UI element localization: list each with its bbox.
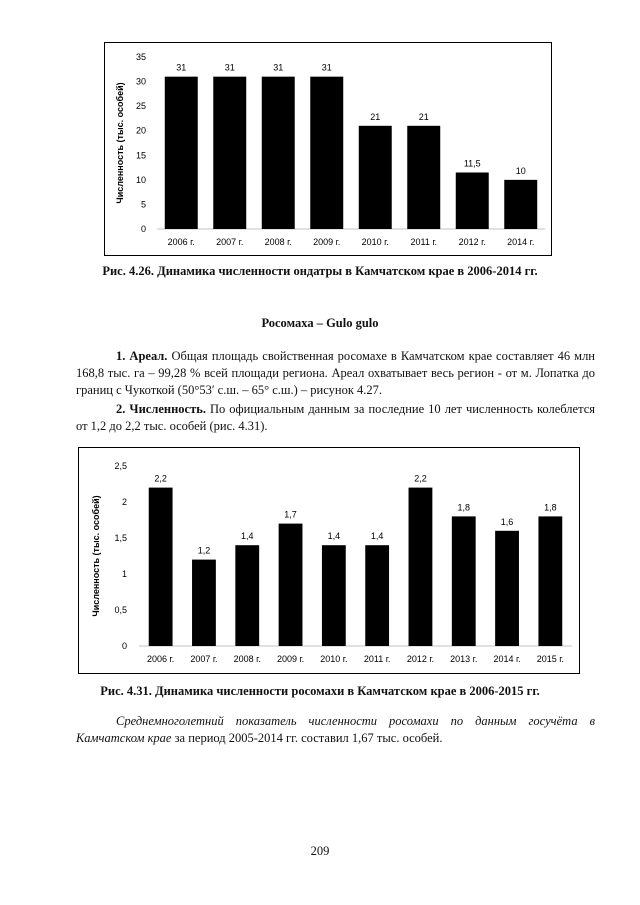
data-label: 1,8 xyxy=(457,502,471,513)
range-lead: 1. Ареал. xyxy=(116,349,168,363)
data-label: 21 xyxy=(418,111,429,122)
x-tick-label: 2008 г. xyxy=(264,237,292,247)
y-tick-label: 20 xyxy=(135,125,146,136)
data-label: 31 xyxy=(176,62,187,73)
bar xyxy=(322,545,346,646)
x-tick-label: 2010 г. xyxy=(320,654,348,664)
bar xyxy=(495,531,519,646)
average-italic: Среднемноголетний показатель численности росомахи по данным госучёта в Камчатском крае xyxy=(76,714,595,745)
muskrat-chart xyxy=(104,42,552,256)
bar xyxy=(504,180,537,229)
population-lead: 2. Численность. xyxy=(116,402,206,416)
bar xyxy=(279,524,303,646)
data-label: 31 xyxy=(273,62,284,73)
data-label: 10 xyxy=(515,165,526,176)
y-tick-label: 25 xyxy=(135,101,146,112)
x-tick-label: 2015 г. xyxy=(536,654,564,664)
x-tick-label: 2012 г. xyxy=(406,654,435,664)
section-heading: Росомаха – Gulo gulo xyxy=(261,316,379,330)
data-label: 1,2 xyxy=(197,545,211,556)
x-tick-label: 2010 г. xyxy=(361,237,389,247)
x-tick-label: 2007 г. xyxy=(190,654,218,664)
bar xyxy=(192,560,216,646)
data-label: 1,4 xyxy=(327,531,341,542)
y-tick-label: 0 xyxy=(121,641,127,651)
x-tick-label: 2006 г. xyxy=(147,654,175,664)
bar xyxy=(310,77,343,229)
average-text: за период 2005-2014 гг. составил 1,67 тыс. особей. xyxy=(171,731,443,745)
x-tick-label: 2006 г. xyxy=(167,237,195,247)
wolverine-chart-svg xyxy=(79,448,579,673)
y-tick-label: 2 xyxy=(121,497,127,507)
y-tick-label: 1,5 xyxy=(114,533,127,543)
y-tick-label: 15 xyxy=(135,150,146,161)
bar xyxy=(456,172,489,229)
paragraph-average xyxy=(76,713,595,747)
x-tick-label: 2014 г. xyxy=(493,654,521,664)
data-label: 1,4 xyxy=(240,531,254,542)
muskrat-chart-svg xyxy=(105,43,551,255)
y-tick-label: 2,5 xyxy=(114,461,127,471)
y-axis-label: Численность (тыс. особей) xyxy=(91,495,101,617)
data-label: 31 xyxy=(224,62,235,73)
data-label: 1,4 xyxy=(370,531,384,542)
x-tick-label: 2009 г. xyxy=(276,654,305,664)
bar xyxy=(452,516,476,646)
y-tick-label: 0,5 xyxy=(114,605,127,615)
x-tick-label: 2011 г. xyxy=(363,654,391,664)
x-tick-label: 2009 г. xyxy=(313,237,341,247)
bar xyxy=(149,488,173,646)
data-label: 2,2 xyxy=(154,473,167,484)
bar xyxy=(365,545,389,646)
x-tick-label: 2014 г. xyxy=(507,237,535,247)
x-tick-label: 2011 г. xyxy=(410,237,438,247)
paragraph-range xyxy=(76,348,595,399)
y-axis-label: Численность (тыс. особей) xyxy=(115,82,125,204)
y-tick-label: 1 xyxy=(121,569,127,579)
bar xyxy=(213,77,246,229)
bar xyxy=(359,126,392,229)
x-tick-label: 2008 г. xyxy=(233,654,261,664)
data-label: 2,2 xyxy=(414,473,427,484)
bar xyxy=(538,516,562,646)
data-label: 1,6 xyxy=(500,516,514,527)
data-label: 1,8 xyxy=(544,502,557,513)
bar xyxy=(165,77,198,229)
range-text: Общая площадь свойственная росомахе в Камчатском крае составляет 46 млн 168,8 тыс. га – 99,28 % всей площади региона. Ареал охватывает весь регион - от м. Лопатка до границ с Чукоткой (50°53′ с.ш. – 65° с.ш.) – рисунок 4.27. xyxy=(76,349,595,397)
bar xyxy=(407,126,440,229)
x-tick-label: 2013 г. xyxy=(450,654,478,664)
paragraph-population xyxy=(76,401,595,435)
figure-caption-4-26: Рис. 4.26. Динамика численности ондатры в Камчатском крае в 2006-2014 гг. xyxy=(102,264,538,278)
bar xyxy=(235,545,259,646)
data-label: 1,7 xyxy=(284,509,297,520)
y-tick-label: 10 xyxy=(135,174,146,185)
bar xyxy=(409,488,433,646)
bar xyxy=(262,77,295,229)
x-tick-label: 2007 г. xyxy=(216,237,244,247)
data-label: 31 xyxy=(321,62,332,73)
y-tick-label: 30 xyxy=(135,76,146,87)
page-number: 209 xyxy=(310,844,330,858)
wolverine-chart xyxy=(78,447,580,674)
figure-caption-4-31: Рис. 4.31. Динамика численности росомахи в Камчатском крае в 2006-2015 гг. xyxy=(100,684,540,698)
y-tick-label: 35 xyxy=(135,52,146,62)
x-tick-label: 2012 г. xyxy=(458,237,486,247)
population-text: По официальным данным за последние 10 лет численность колеблется от 1,2 до 2,2 тыс. особей (рис. 4.31). xyxy=(76,402,595,433)
data-label: 11,5 xyxy=(463,158,481,169)
y-tick-label: 0 xyxy=(140,224,146,234)
y-tick-label: 5 xyxy=(140,199,146,210)
data-label: 21 xyxy=(370,111,381,122)
